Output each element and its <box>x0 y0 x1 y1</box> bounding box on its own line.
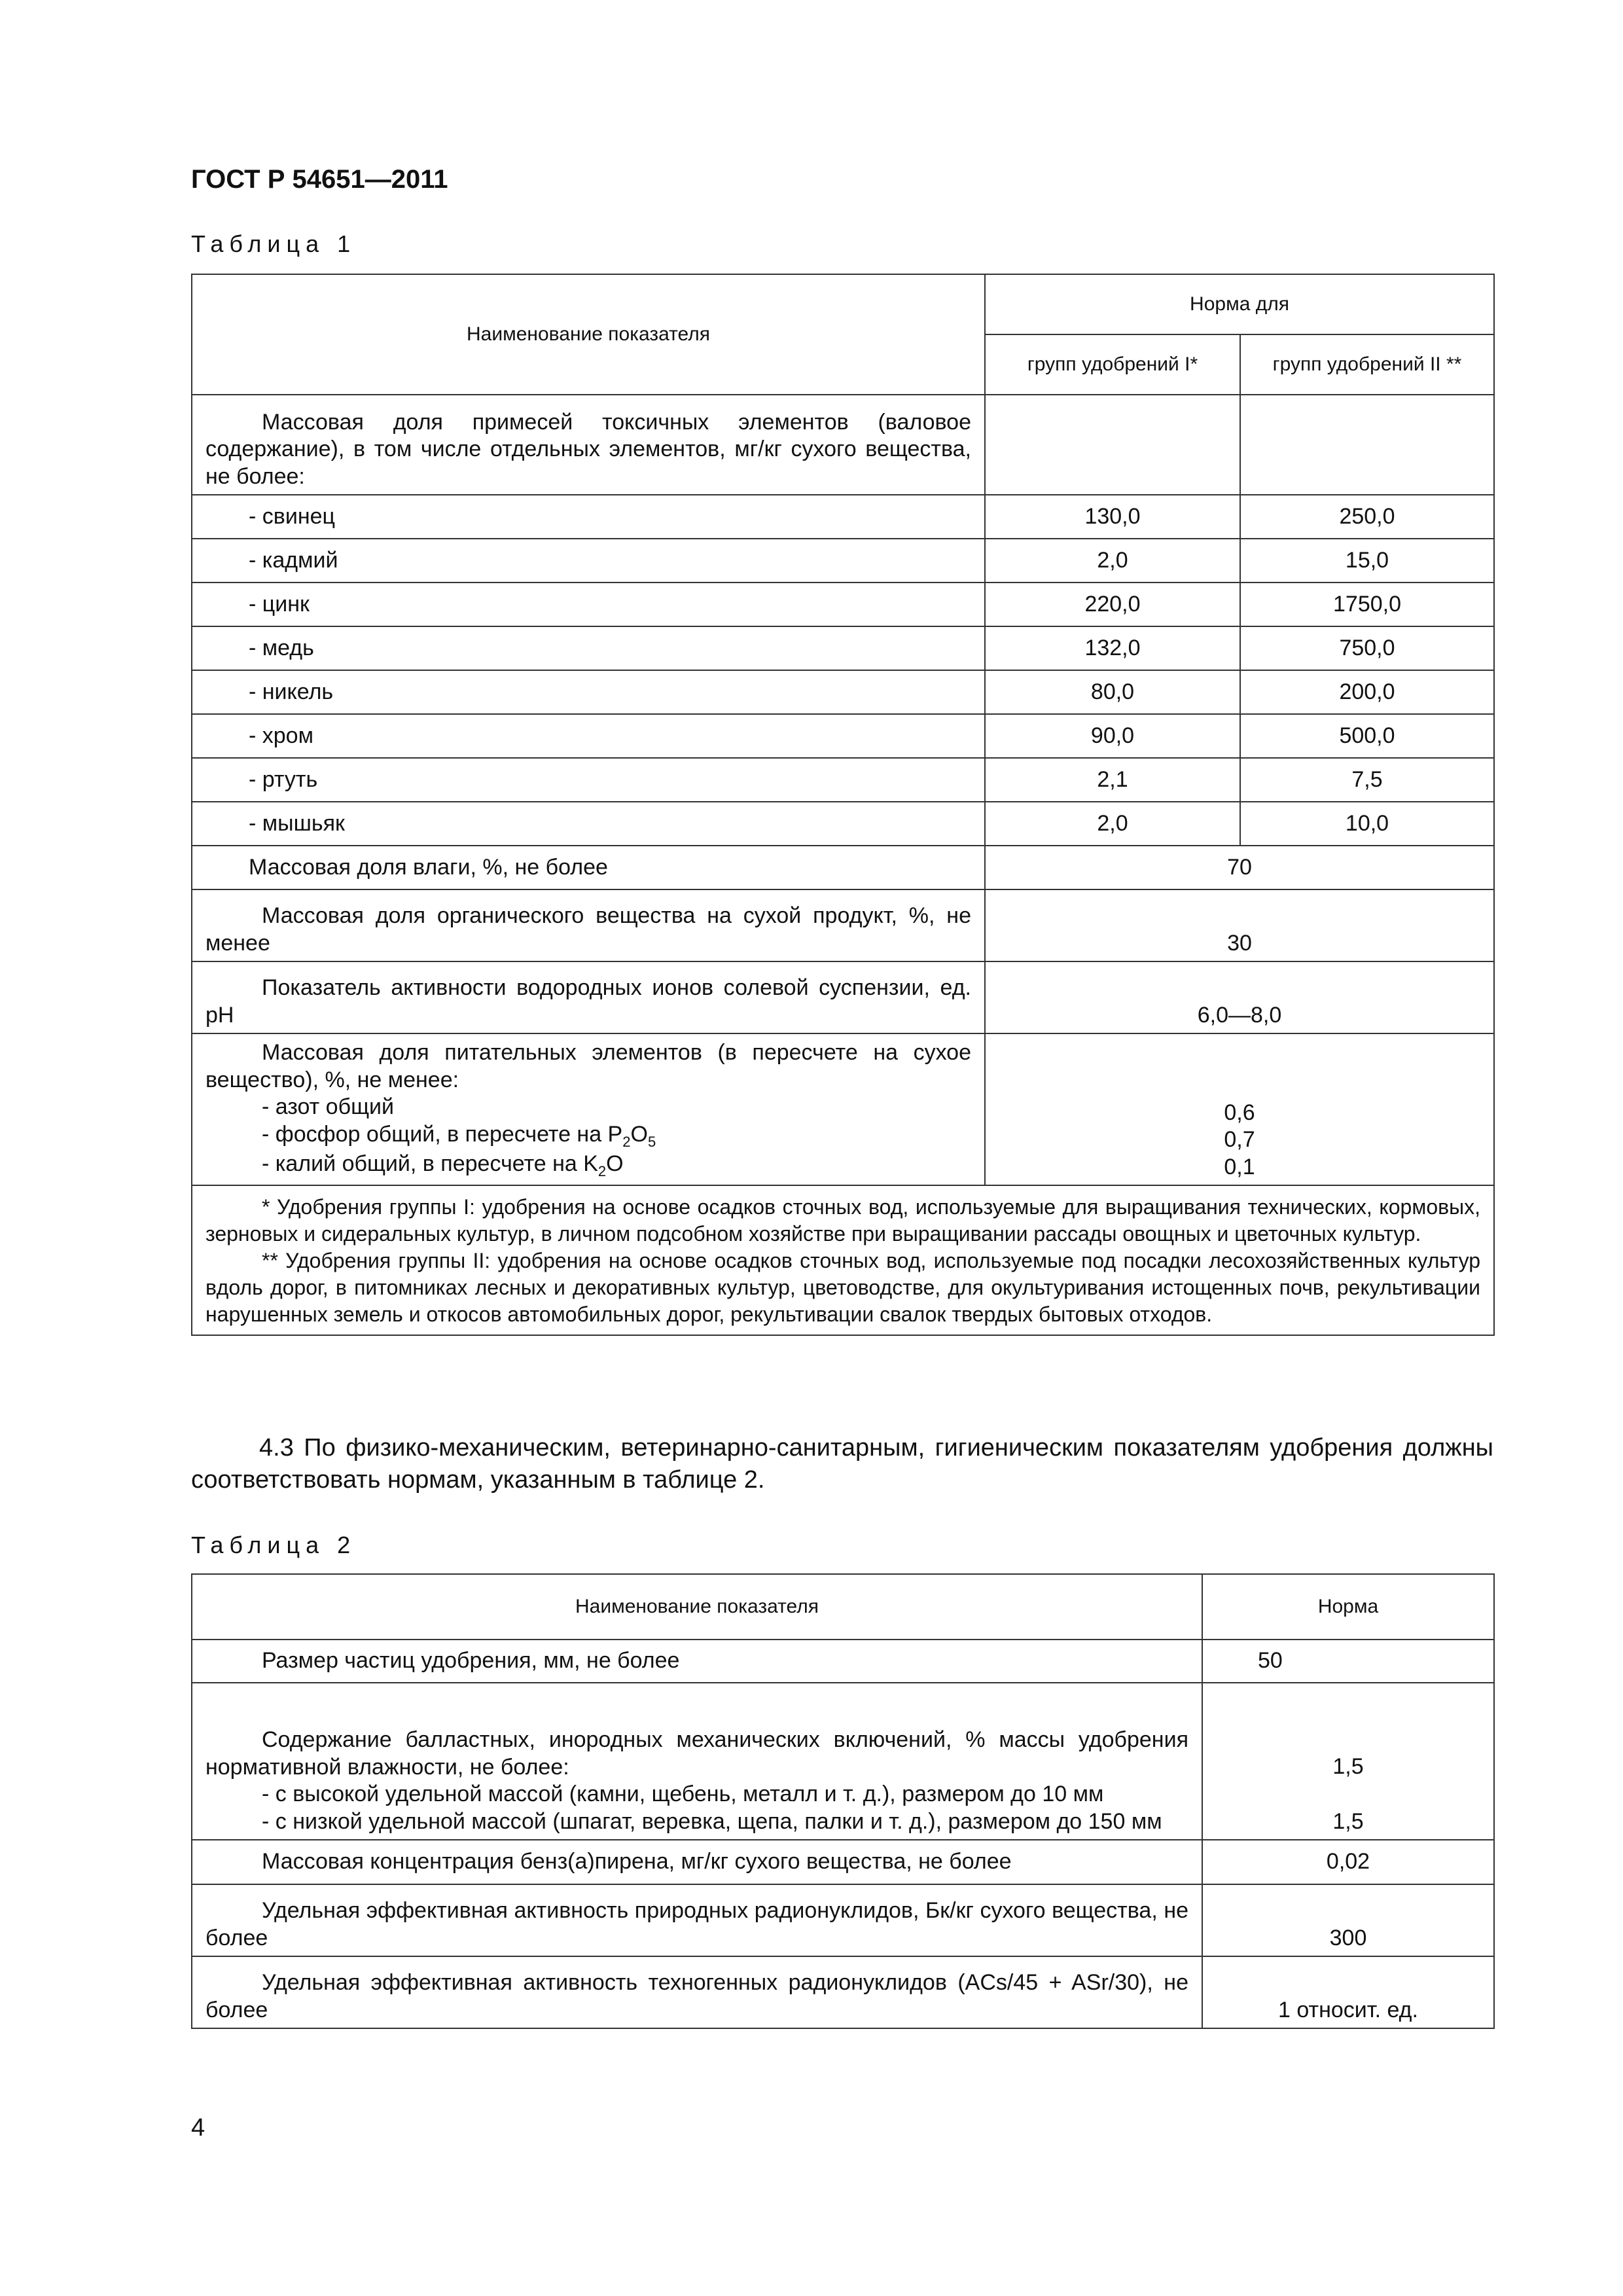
table2 <box>191 1573 1495 2029</box>
nutrient-phosphorus: - фосфор общий, в пересчете на $P_2O_5$ <box>262 1121 656 1150</box>
table-row <box>192 670 1494 714</box>
paragraph-4-3: 4.3 По физико-механическим, ветеринарно-санитарным, гигиеническим показателям удобрения должны соответствовать нормам, указанным в таблице 2. <box>191 1434 1493 1494</box>
element-value-g2: 500,0 <box>1240 714 1494 758</box>
element-value-g2: 250,0 <box>1240 495 1494 539</box>
organic-name: Массовая доля органического вещества на сухой продукт, %, не менее <box>192 889 985 961</box>
natural-radionuclides-value: 300 <box>1202 1884 1494 1956</box>
table1 <box>191 274 1495 1336</box>
element-value-g2: 15,0 <box>1240 539 1494 583</box>
nutrients-values <box>985 1033 1494 1185</box>
element-value-g1: 132,0 <box>985 626 1240 670</box>
toxic-elements-empty-g2 <box>1240 395 1494 495</box>
element-value-g2: 200,0 <box>1240 670 1494 714</box>
ballast-values <box>1202 1683 1494 1840</box>
note-group1: * Удобрения группы I: удобрения на основе осадков сточных вод, используемые для выращивания технических, кормовых, зерновых и сидеральных культур, в личном подсобном хозяйстве при выращивании рассады овощных и цветочных культур. <box>205 1195 1480 1246</box>
table2-caption: Таблица 2 <box>191 1532 357 1558</box>
benzpyrene-name: Массовая концентрация бенз(а)пирена, мг/кг сухого вещества, не более <box>192 1840 1202 1884</box>
element-value-g1: 130,0 <box>985 495 1240 539</box>
ballast-high-value: 1,5 <box>1332 1754 1364 1780</box>
particle-name: Размер частиц удобрения, мм, не более <box>192 1640 1202 1683</box>
nutrients-title: Массовая доля питательных элементов (в пересчете на сухое вещество), %, не менее: <box>205 1040 971 1092</box>
element-value-g1: 80,0 <box>985 670 1240 714</box>
particle-value: 50 <box>1202 1640 1494 1683</box>
element-name: - цинк <box>192 583 985 626</box>
ballast-high: - с высокой удельной массой (камни, щебень, металл и т. д.), размером до 10 мм <box>262 1782 1104 1807</box>
table-row <box>192 1956 1494 2028</box>
natural-radionuclides-name: Удельная эффективная активность природных радионуклидов, Бк/кг сухого вещества, не более <box>192 1884 1202 1956</box>
element-value-g1: 220,0 <box>985 583 1240 626</box>
table-row <box>192 1884 1494 1956</box>
technogenic-radionuclides-name: Удельная эффективная активность техногенных радионуклидов (ACs/45 + ASr/30), не более <box>192 1956 1202 2028</box>
table-row <box>192 889 1494 961</box>
ballast-low: - с низкой удельной массой (шпагат, веревка, щепа, палки и т. д.), размером до 150 мм <box>262 1808 1162 1834</box>
table-row <box>192 1683 1494 1840</box>
table-row <box>192 1033 1494 1185</box>
table-row <box>192 1840 1494 1884</box>
table-row <box>192 846 1494 889</box>
document-code: ГОСТ Р 54651—2011 <box>191 165 448 194</box>
technogenic-radionuclides-value: 1 относит. ед. <box>1202 1956 1494 2028</box>
element-name: - кадмий <box>192 539 985 583</box>
table2-header-norm: Норма <box>1202 1574 1494 1640</box>
element-name: - мышьяк <box>192 802 985 846</box>
table2-header-name: Наименование показателя <box>192 1574 1202 1640</box>
moisture-value: 70 <box>985 846 1494 889</box>
table1-header-group2: групп удобрений II ** <box>1240 334 1494 395</box>
element-name: - никель <box>192 670 985 714</box>
element-name: - свинец <box>192 495 985 539</box>
table1-header-name: Наименование показателя <box>192 274 985 395</box>
table-row <box>192 1640 1494 1683</box>
phosphorus-value: 0,7 <box>1224 1127 1255 1153</box>
ph-value: 6,0—8,0 <box>985 961 1494 1033</box>
table-row <box>192 539 1494 583</box>
moisture-name: Массовая доля влаги, %, не более <box>192 846 985 889</box>
table-row <box>192 495 1494 539</box>
table-row <box>192 583 1494 626</box>
element-value-g1: 90,0 <box>985 714 1240 758</box>
potassium-value: 0,1 <box>1224 1154 1255 1179</box>
element-value-g2: 1750,0 <box>1240 583 1494 626</box>
element-value-g2: 7,5 <box>1240 758 1494 802</box>
table-row <box>192 758 1494 802</box>
toxic-elements-empty-g1 <box>985 395 1240 495</box>
toxic-elements-title: Массовая доля примесей токсичных элементов (валовое содержание), в том числе отдельных элементов, мг/кг сухого вещества, не более: <box>192 395 985 495</box>
nutrients-cell <box>192 1033 985 1185</box>
element-name: - хром <box>192 714 985 758</box>
ballast-cell <box>192 1683 1202 1840</box>
element-name: - медь <box>192 626 985 670</box>
element-value-g2: 10,0 <box>1240 802 1494 846</box>
element-value-g1: 2,0 <box>985 539 1240 583</box>
table-row <box>192 802 1494 846</box>
table1-header-norm: Норма для <box>985 274 1494 334</box>
element-name: - ртуть <box>192 758 985 802</box>
table1-notes <box>192 1185 1494 1335</box>
element-value-g2: 750,0 <box>1240 626 1494 670</box>
table-row <box>192 626 1494 670</box>
element-value-g1: 2,1 <box>985 758 1240 802</box>
ballast-title: Содержание балластных, инородных механических включений, % массы удобрения нормативной влажности, не более: <box>205 1727 1188 1780</box>
note-group2: ** Удобрения группы II: удобрения на основе осадков сточных вод, используемые под посадки лесохозяйственных культур вдоль дорог, в питомниках лесных и декоративных культур, цветоводстве, для окультуривания истощенных почв, рекультивации нарушенных земель и откосов автомобильных дорог, рекультивации свалок твердых бытовых отходов. <box>205 1248 1480 1326</box>
organic-value: 30 <box>985 889 1494 961</box>
nutrient-nitrogen: - азот общий <box>262 1094 395 1120</box>
page-number: 4 <box>191 2114 205 2142</box>
element-value-g1: 2,0 <box>985 802 1240 846</box>
table1-header-group1: групп удобрений I* <box>985 334 1240 395</box>
table-row <box>192 714 1494 758</box>
table1-caption: Таблица 1 <box>191 230 357 257</box>
nitrogen-value: 0,6 <box>1224 1100 1255 1125</box>
ph-name: Показатель активности водородных ионов солевой суспензии, ед. pH <box>192 961 985 1033</box>
ballast-low-value: 1,5 <box>1332 1808 1364 1834</box>
benzpyrene-value: 0,02 <box>1202 1840 1494 1884</box>
table-row <box>192 961 1494 1033</box>
table1-notes-row <box>192 1185 1494 1335</box>
nutrient-potassium: - калий общий, в пересчете на $K_2O$ <box>262 1151 624 1180</box>
